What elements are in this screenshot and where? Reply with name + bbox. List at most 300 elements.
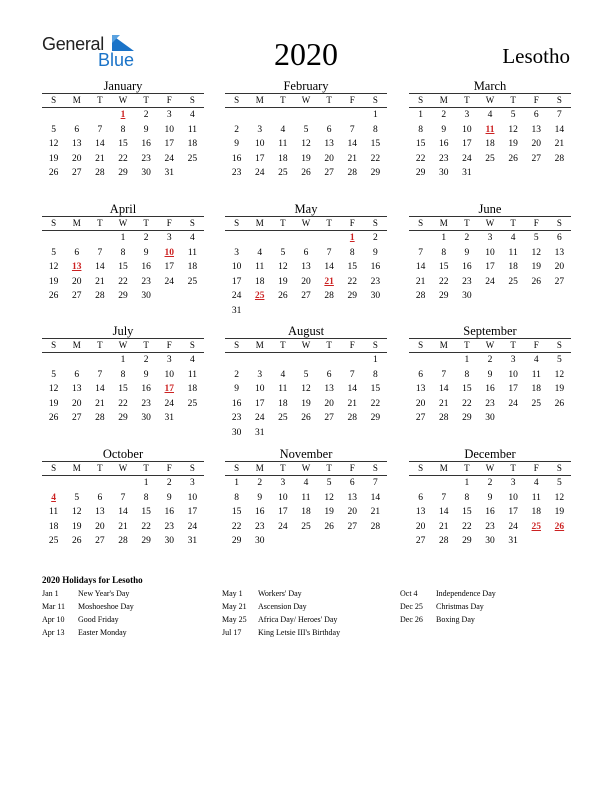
day-cell: 1 — [120, 355, 126, 365]
empty-day-cell — [42, 108, 65, 123]
day-cell: 7 — [373, 478, 378, 488]
day-cell: 8 — [441, 247, 447, 258]
holiday-day-cell: 11 — [485, 124, 495, 135]
day-cell: 3 — [166, 355, 172, 365]
weekday-header: M — [439, 340, 448, 350]
month-name: May — [294, 202, 318, 216]
weekday-header: T — [97, 340, 103, 350]
day-cell: 15 — [438, 262, 449, 272]
empty-day-cell — [432, 353, 455, 368]
day-cell: 19 — [301, 398, 311, 409]
weekday-header: F — [166, 340, 172, 350]
day-cell: 2 — [373, 233, 378, 243]
weekday-header-row — [42, 338, 204, 353]
day-cell: 29 — [118, 413, 128, 423]
weekday-header: M — [72, 463, 81, 473]
day-cell: 4 — [510, 233, 516, 243]
holiday-date: Apr 10 — [42, 615, 65, 624]
day-cell: 13 — [347, 492, 358, 503]
day-cell: 30 — [370, 291, 381, 301]
weekday-header-row — [42, 93, 204, 108]
weekday-header: S — [372, 218, 378, 228]
day-cell: 18 — [48, 521, 59, 532]
day-cell: 22 — [462, 521, 472, 532]
day-cell: 18 — [254, 276, 265, 287]
day-cell: 4 — [533, 478, 539, 488]
day-cell: 24 — [164, 153, 175, 164]
day-cell: 22 — [118, 153, 128, 164]
weekday-header: S — [234, 340, 240, 350]
day-cell: 27 — [95, 536, 105, 546]
day-cell: 21 — [438, 398, 449, 409]
day-cell: 3 — [510, 478, 516, 488]
day-cell: 4 — [190, 233, 195, 243]
weekday-header: T — [510, 95, 516, 105]
weekday-header: S — [556, 95, 562, 105]
day-cell: 29 — [462, 413, 472, 423]
day-cell: 14 — [438, 384, 449, 394]
day-cell: 21 — [95, 153, 105, 164]
day-cell: 2 — [464, 233, 470, 243]
day-cell: 22 — [141, 521, 151, 532]
day-cell: 10 — [231, 262, 242, 272]
day-cell: 30 — [231, 427, 242, 438]
day-cell: 13 — [71, 139, 82, 149]
day-cell: 28 — [415, 291, 426, 301]
day-cell: 13 — [71, 384, 82, 394]
day-cell: 9 — [257, 492, 263, 503]
day-cell: 1 — [373, 110, 378, 120]
day-cell: 26 — [301, 168, 311, 178]
empty-day-cell — [225, 108, 248, 123]
day-cell: 26 — [324, 521, 334, 532]
day-cell: 16 — [141, 384, 151, 394]
empty-day-cell — [111, 476, 134, 491]
month-october — [42, 447, 204, 549]
day-cell: 2 — [441, 110, 447, 120]
day-cell: 3 — [487, 233, 493, 243]
day-cell: 12 — [278, 262, 288, 272]
day-cell: 17 — [508, 507, 518, 517]
day-cell: 2 — [143, 110, 149, 120]
day-cell: 28 — [95, 413, 105, 423]
day-cell: 24 — [231, 291, 242, 301]
weekday-header: M — [255, 95, 264, 105]
day-cell: 30 — [485, 413, 495, 423]
day-cell: 23 — [231, 413, 242, 423]
empty-day-cell — [318, 231, 341, 246]
day-cell: 9 — [143, 369, 149, 380]
day-cell: 25 — [278, 413, 288, 423]
logo-general-text: General — [42, 34, 104, 54]
logo-blue-text: Blue — [98, 50, 135, 70]
empty-day-cell — [294, 231, 317, 246]
weekday-header: F — [349, 340, 355, 350]
day-cell: 15 — [118, 139, 128, 149]
weekday-header: W — [301, 340, 311, 350]
day-cell: 22 — [118, 398, 128, 409]
day-cell: 15 — [370, 384, 381, 394]
day-cell: 19 — [531, 262, 542, 272]
day-cell: 3 — [280, 478, 286, 488]
weekday-header: S — [372, 340, 378, 350]
day-cell: 30 — [462, 291, 472, 301]
day-cell: 25 — [187, 276, 198, 287]
day-cell: 2 — [166, 478, 172, 488]
day-cell: 9 — [143, 124, 149, 135]
weekday-header: M — [72, 218, 81, 228]
day-cell: 25 — [187, 153, 198, 164]
day-cell: 4 — [257, 247, 263, 258]
day-cell: 28 — [324, 291, 334, 301]
day-grid — [409, 476, 571, 549]
day-cell: 10 — [508, 369, 518, 380]
day-cell: 31 — [164, 413, 175, 423]
holiday-name: Boxing Day — [436, 615, 475, 624]
holiday-date: May 21 — [222, 602, 247, 611]
day-cell: 6 — [326, 124, 332, 135]
month-name: July — [112, 324, 134, 338]
day-grid — [42, 476, 204, 549]
day-cell: 24 — [485, 276, 495, 287]
day-cell: 13 — [95, 507, 105, 517]
weekday-header: F — [166, 218, 172, 228]
day-cell: 10 — [462, 124, 472, 135]
day-cell: 12 — [71, 507, 82, 517]
day-cell: 5 — [74, 492, 80, 503]
day-cell: 10 — [164, 124, 175, 135]
day-cell: 3 — [464, 110, 470, 120]
holiday-entry — [222, 626, 392, 639]
day-cell: 22 — [370, 398, 381, 409]
month-march — [409, 79, 571, 181]
empty-day-cell — [42, 476, 65, 491]
day-cell: 24 — [164, 398, 175, 409]
empty-day-cell — [409, 353, 432, 368]
day-cell: 23 — [141, 276, 151, 287]
weekday-header: S — [51, 218, 57, 228]
day-cell: 23 — [370, 276, 381, 287]
day-cell: 14 — [324, 262, 334, 272]
holiday-day-cell: 13 — [71, 262, 82, 272]
day-cell: 21 — [554, 139, 565, 149]
day-cell: 18 — [187, 139, 198, 149]
day-cell: 25 — [531, 398, 542, 409]
weekday-header: W — [301, 218, 311, 228]
empty-day-cell — [271, 108, 294, 123]
holiday-date: Dec 25 — [400, 602, 423, 611]
day-grid — [409, 108, 571, 181]
day-cell: 14 — [554, 124, 565, 135]
weekday-header: T — [143, 463, 149, 473]
day-cell: 21 — [118, 521, 128, 532]
month-name: January — [103, 79, 143, 93]
holiday-date: May 25 — [222, 615, 247, 624]
day-cell: 7 — [441, 492, 447, 503]
page-title-year: 2020 — [274, 36, 338, 72]
day-cell: 15 — [462, 507, 472, 517]
day-grid — [409, 353, 571, 426]
day-cell: 17 — [508, 384, 518, 394]
weekday-header: W — [485, 218, 495, 228]
holiday-name: Africa Day/ Heroes' Day — [258, 615, 338, 624]
weekday-header: W — [485, 340, 495, 350]
weekday-header: S — [234, 95, 240, 105]
empty-day-cell — [65, 476, 88, 491]
day-cell: 9 — [234, 384, 239, 394]
weekday-header: T — [280, 218, 286, 228]
day-cell: 2 — [487, 478, 493, 488]
day-cell: 9 — [464, 247, 470, 258]
day-cell: 23 — [164, 521, 175, 532]
day-cell: 10 — [187, 492, 198, 503]
day-cell: 23 — [254, 521, 265, 532]
day-cell: 20 — [324, 398, 334, 409]
weekday-header: T — [326, 218, 332, 228]
day-cell: 31 — [164, 168, 175, 178]
day-cell: 29 — [347, 291, 358, 301]
day-grid — [225, 476, 387, 549]
weekday-header: M — [72, 95, 81, 105]
day-cell: 20 — [347, 507, 358, 517]
day-cell: 2 — [234, 124, 239, 135]
month-july — [42, 324, 204, 426]
day-cell: 27 — [71, 168, 82, 178]
empty-day-cell — [294, 108, 317, 123]
weekday-header: T — [326, 95, 332, 105]
weekday-header-row — [409, 461, 571, 476]
day-cell: 27 — [324, 168, 334, 178]
weekday-header: T — [326, 340, 332, 350]
holiday-date: Mar 11 — [42, 602, 66, 611]
holiday-entry — [42, 613, 212, 626]
weekday-header: S — [418, 463, 424, 473]
day-cell: 20 — [415, 398, 426, 409]
weekday-header: T — [143, 218, 149, 228]
day-cell: 21 — [370, 507, 381, 517]
day-cell: 24 — [187, 521, 198, 532]
day-cell: 23 — [438, 153, 449, 164]
day-cell: 26 — [48, 168, 59, 178]
day-cell: 26 — [301, 413, 311, 423]
day-cell: 26 — [278, 291, 288, 301]
day-cell: 7 — [349, 124, 355, 135]
weekday-header: S — [234, 463, 240, 473]
holiday-date: Jan 1 — [42, 589, 59, 598]
day-cell: 6 — [74, 369, 80, 380]
weekday-header: S — [418, 95, 424, 105]
month-name: December — [464, 447, 516, 461]
day-cell: 17 — [164, 139, 175, 149]
day-cell: 13 — [415, 507, 426, 517]
day-cell: 13 — [324, 139, 334, 149]
day-cell: 29 — [438, 291, 449, 301]
day-cell: 7 — [418, 247, 423, 258]
day-cell: 17 — [187, 507, 198, 517]
day-cell: 19 — [48, 398, 59, 409]
day-cell: 24 — [254, 413, 265, 423]
day-cell: 14 — [370, 492, 381, 503]
day-cell: 15 — [231, 507, 242, 517]
day-cell: 17 — [231, 276, 242, 287]
day-cell: 18 — [301, 507, 311, 517]
weekday-header: W — [301, 95, 311, 105]
day-cell: 12 — [301, 139, 311, 149]
day-cell: 29 — [118, 168, 128, 178]
day-cell: 25 — [278, 168, 288, 178]
holiday-name: Christmas Day — [436, 602, 484, 611]
weekday-header: F — [166, 463, 172, 473]
day-cell: 1 — [373, 355, 378, 365]
day-cell: 4 — [190, 110, 195, 120]
holiday-name: King Letsie III's Birthday — [258, 628, 341, 637]
day-cell: 27 — [71, 291, 82, 301]
day-cell: 16 — [370, 262, 381, 272]
day-cell: 16 — [462, 262, 472, 272]
day-cell: 24 — [508, 398, 518, 409]
day-cell: 26 — [71, 536, 82, 546]
day-cell: 22 — [438, 276, 449, 287]
day-cell: 12 — [554, 369, 565, 380]
day-cell: 31 — [231, 305, 242, 316]
weekday-header: T — [464, 340, 470, 350]
day-cell: 7 — [557, 110, 562, 120]
day-cell: 14 — [118, 507, 128, 517]
day-cell: 15 — [462, 384, 472, 394]
weekday-header: F — [349, 463, 355, 473]
weekday-header: F — [349, 95, 355, 105]
holiday-date: Dec 26 — [400, 615, 423, 624]
day-cell: 27 — [347, 521, 358, 532]
weekday-header: S — [418, 340, 424, 350]
day-cell: 6 — [326, 369, 332, 380]
day-cell: 4 — [280, 369, 286, 380]
empty-day-cell — [294, 353, 317, 368]
day-cell: 8 — [120, 124, 126, 135]
day-cell: 9 — [373, 247, 378, 258]
day-cell: 28 — [438, 536, 449, 546]
day-cell: 30 — [438, 168, 449, 178]
day-cell: 21 — [95, 276, 105, 287]
day-cell: 4 — [533, 355, 539, 365]
empty-day-cell — [318, 108, 341, 123]
month-name: April — [109, 202, 137, 216]
weekday-header: M — [439, 463, 448, 473]
empty-day-cell — [88, 231, 111, 246]
weekday-header: W — [118, 340, 128, 350]
empty-day-cell — [341, 353, 364, 368]
day-cell: 18 — [187, 384, 198, 394]
weekday-header: T — [97, 463, 103, 473]
day-cell: 27 — [531, 153, 542, 164]
weekday-header: S — [556, 218, 562, 228]
month-name: March — [473, 79, 507, 93]
day-cell: 5 — [326, 478, 332, 488]
day-cell: 1 — [143, 478, 149, 488]
empty-day-cell — [341, 108, 364, 123]
day-cell: 21 — [415, 276, 426, 287]
day-cell: 11 — [531, 369, 541, 380]
weekday-header: T — [464, 218, 470, 228]
day-cell: 23 — [485, 398, 495, 409]
day-cell: 13 — [531, 124, 542, 135]
day-cell: 1 — [441, 233, 447, 243]
day-cell: 19 — [48, 276, 59, 287]
day-cell: 20 — [95, 521, 105, 532]
day-cell: 5 — [280, 247, 286, 258]
day-cell: 25 — [485, 153, 495, 164]
month-february — [225, 79, 387, 181]
holiday-name: Moshoeshoe Day — [78, 602, 134, 611]
day-cell: 14 — [95, 139, 105, 149]
day-cell: 6 — [97, 492, 103, 503]
day-cell: 11 — [255, 262, 265, 272]
day-cell: 21 — [438, 521, 449, 532]
day-cell: 30 — [141, 413, 151, 423]
empty-day-cell — [225, 353, 248, 368]
day-cell: 2 — [257, 478, 263, 488]
empty-day-cell — [65, 231, 88, 246]
month-name: June — [478, 202, 502, 216]
day-cell: 18 — [278, 153, 288, 164]
weekday-header: S — [556, 340, 562, 350]
day-cell: 29 — [118, 291, 128, 301]
day-cell: 21 — [347, 398, 358, 409]
empty-day-cell — [432, 476, 455, 491]
day-cell: 14 — [438, 507, 449, 517]
holiday-date: Jul 17 — [222, 628, 242, 637]
day-cell: 13 — [301, 262, 311, 272]
day-cell: 12 — [554, 492, 565, 503]
month-name: September — [463, 324, 517, 338]
day-cell: 7 — [441, 369, 447, 380]
day-cell: 29 — [231, 536, 242, 546]
day-cell: 14 — [95, 262, 105, 272]
day-cell: 22 — [347, 276, 358, 287]
day-cell: 16 — [485, 507, 495, 517]
holiday-name: New Year's Day — [78, 589, 130, 598]
weekday-header: S — [372, 463, 378, 473]
day-cell: 22 — [231, 521, 242, 532]
day-cell: 24 — [254, 168, 265, 178]
day-cell: 27 — [415, 536, 426, 546]
day-cell: 25 — [187, 398, 198, 409]
day-cell: 15 — [118, 384, 128, 394]
day-cell: 2 — [143, 355, 149, 365]
day-cell: 16 — [141, 139, 151, 149]
month-june — [409, 202, 571, 304]
holiday-day-cell: 1 — [120, 110, 126, 120]
weekday-header: F — [166, 95, 172, 105]
day-cell: 10 — [254, 139, 265, 149]
weekday-header: F — [533, 463, 539, 473]
day-cell: 11 — [508, 247, 518, 258]
day-cell: 6 — [418, 369, 423, 380]
weekday-header: S — [189, 463, 195, 473]
day-cell: 8 — [464, 369, 470, 380]
day-cell: 16 — [254, 507, 265, 517]
day-cell: 7 — [97, 124, 103, 135]
weekday-header: T — [97, 95, 103, 105]
day-cell: 6 — [74, 247, 80, 258]
day-grid — [225, 353, 387, 440]
holiday-day-cell: 1 — [349, 233, 355, 243]
day-cell: 5 — [303, 124, 309, 135]
weekday-header: T — [143, 95, 149, 105]
day-cell: 8 — [234, 492, 239, 503]
day-cell: 22 — [462, 398, 472, 409]
weekday-header: T — [510, 463, 516, 473]
